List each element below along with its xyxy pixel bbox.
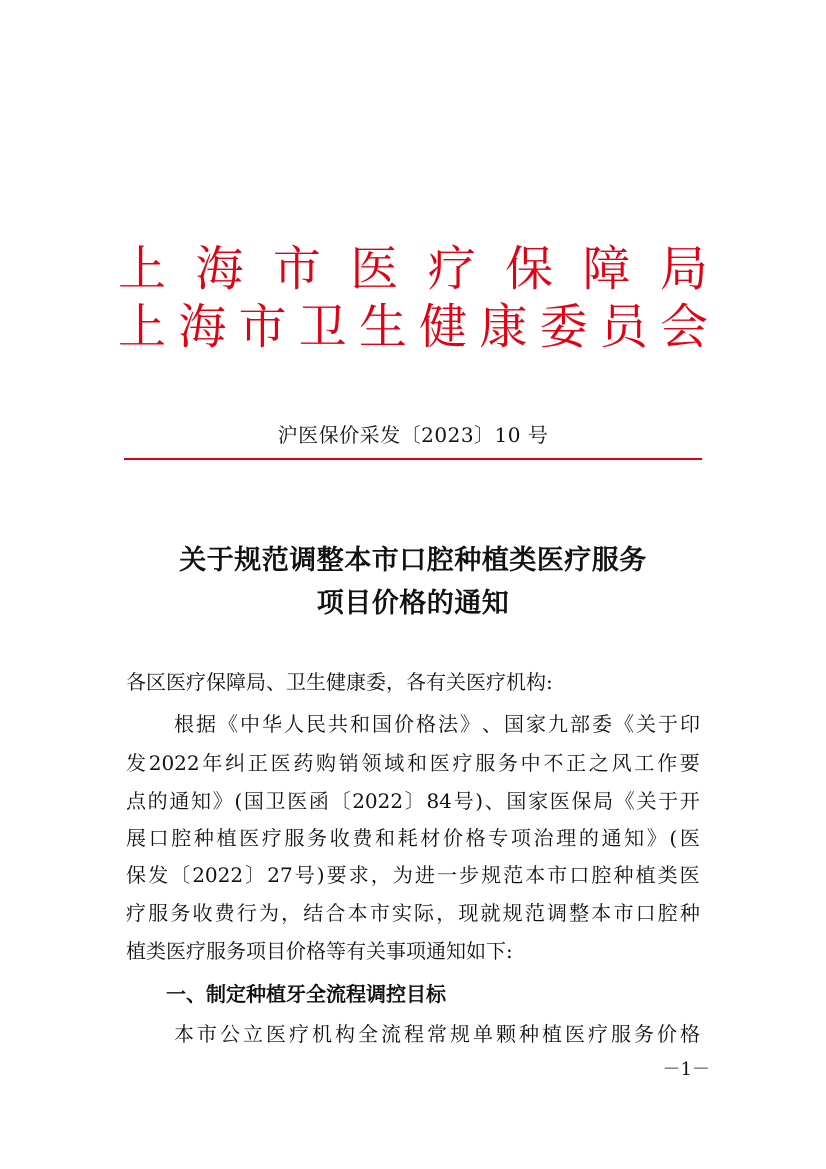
document-number: 沪医保价采发〔2023〕10 号 [277, 423, 549, 447]
red-divider-rule [124, 458, 702, 460]
paragraph-1-line: 发 2022 年 纠 正 医 药 购 销 领 域 和 医 疗 服 务 中 不 正 之 风 工 作 要 [126, 751, 700, 775]
issuing-agency-1: 上 海 市 医 疗 保 障 局 [118, 241, 708, 297]
section-heading-1: 一、制定种植牙全流程调控目标 [166, 982, 446, 1006]
paragraph-1-line: 展 口 腔 种 植 医 疗 服 务 收 费 和 耗 材 价 格 专 项 治 理 的 通 知 》 ( 医 [126, 826, 700, 850]
paragraph-1-line: 植类医疗服务项目价格等有关事项通知如下: [126, 939, 513, 963]
paragraph-2-line: 本 市 公 立 医 疗 机 构 全 流 程 常 规 单 颗 种 植 医 疗 服 务 价 格 [174, 1022, 700, 1046]
paragraph-1-line: 根 据 《 中 华 人 民 共 和 国 价 格 法 》 、 国 家 九 部 委 《 关 于 印 [174, 712, 700, 736]
issuing-agency-2: 上 海 市 卫 生 健 康 委 员 会 [118, 299, 708, 355]
page-number: －1－ [662, 1059, 710, 1080]
paragraph-1-line: 保 发 〔 2022 〕 27 号 ) 要 求 ， 为 进 一 步 规 范 本 市 口 腔 种 植 类 医 [126, 863, 700, 887]
paragraph-1-line: 疗 服 务 收 费 行 为 ， 结 合 本 市 实 际 ， 现 就 规 范 调 整 本 市 口 腔 种 [126, 901, 700, 925]
document-title-line-1: 关于规范调整本市口腔种植类医疗服务 [179, 545, 647, 576]
salutation: 各区医疗保障局、卫生健康委，各有关医疗机构: [126, 670, 553, 694]
document-title-line-2: 项目价格的通知 [316, 588, 510, 619]
paragraph-1-line: 点 的 通 知 》 ( 国 卫 医 函 〔 2022 〕 84 号 ) 、 国 家 医 保 局 《 关 于 开 [126, 789, 700, 813]
